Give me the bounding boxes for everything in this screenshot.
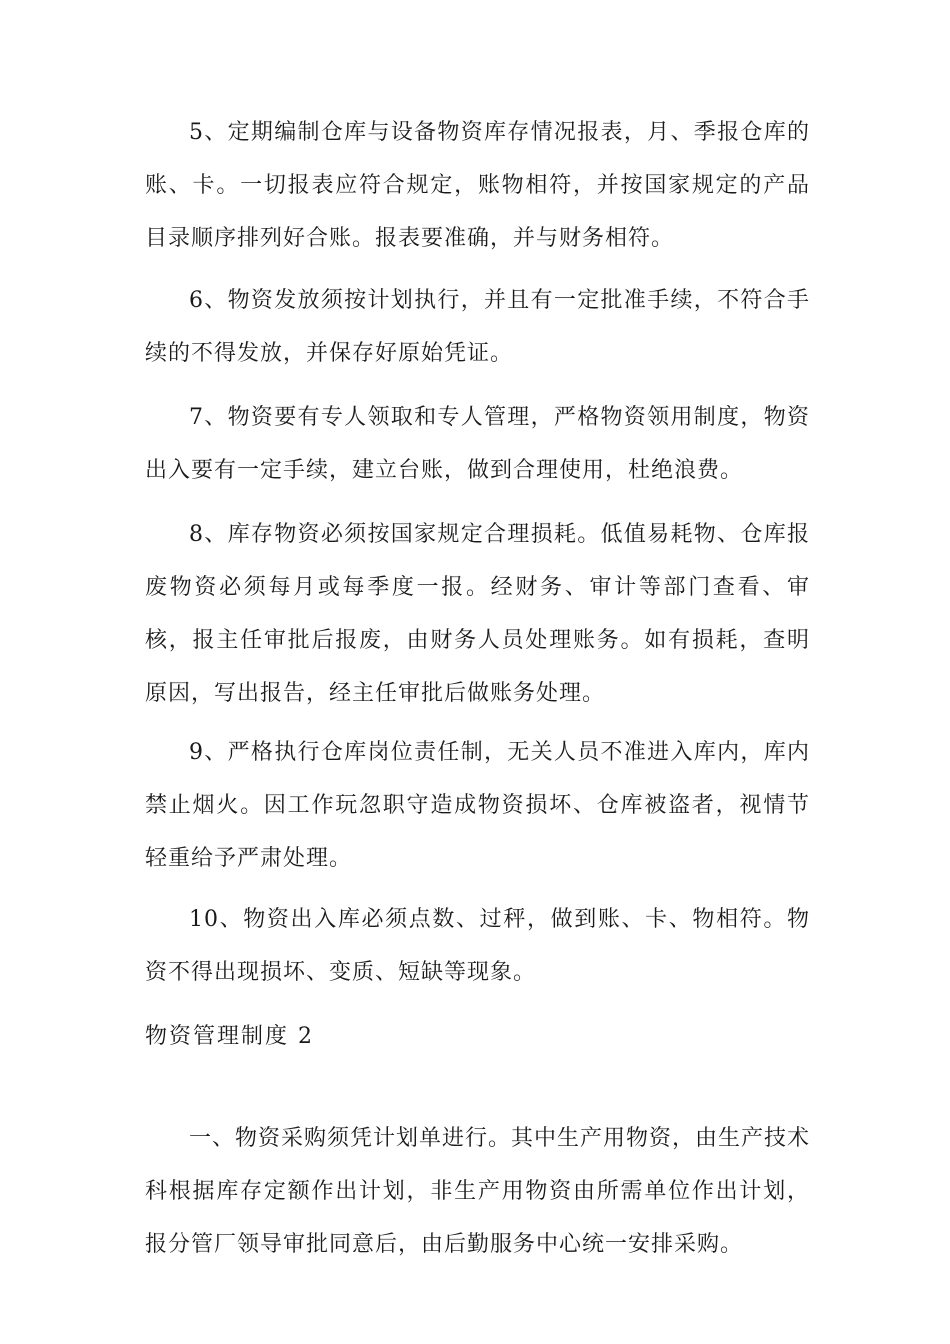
- paragraph-item-5: 5、定期编制仓库与设备物资库存情况报表，月、季报仓库的账、卡。一切报表应符合规定，账物相符，并按国家规定的产品目录顺序排列好合账。报表要准确，并与财务相符。: [145, 120, 810, 251]
- paragraph-item-8: 8、库存物资必须按国家规定合理损耗。低值易耗物、仓库报废物资必须每月或每季度一报。经财务、审计等部门查看、审核，报主任审批后报废，由财务人员处理账务。如有损耗，查明原因，写出报告，经主任审批后做账务处理。: [145, 522, 810, 706]
- section-paragraph-1: 一、物资采购须凭计划单进行。其中生产用物资，由生产技术科根据库存定额作出计划，非生产用物资由所需单位作出计划，报分管厂领导审批同意后，由后勤服务中心统一安排采购。: [145, 1126, 811, 1257]
- section-heading: 物资管理制度 2: [145, 1024, 314, 1049]
- paragraph-item-9: 9、严格执行仓库岗位责任制，无关人员不准进入库内，库内禁止烟火。因工作玩忽职守造成物资损坏、仓库被盗者，视情节轻重给予严肃处理。: [145, 740, 810, 871]
- paragraph-item-6: 6、物资发放须按计划执行，并且有一定批准手续，不符合手续的不得发放，并保存好原始凭证。: [145, 288, 810, 366]
- paragraph-item-7: 7、物资要有专人领取和专人管理，严格物资领用制度，物资出入要有一定手续，建立台账，做到合理使用，杜绝浪费。: [145, 405, 810, 483]
- paragraph-item-10: 10、物资出入库必须点数、过秤，做到账、卡、物相符。物资不得出现损坏、变质、短缺等现象。: [145, 907, 810, 985]
